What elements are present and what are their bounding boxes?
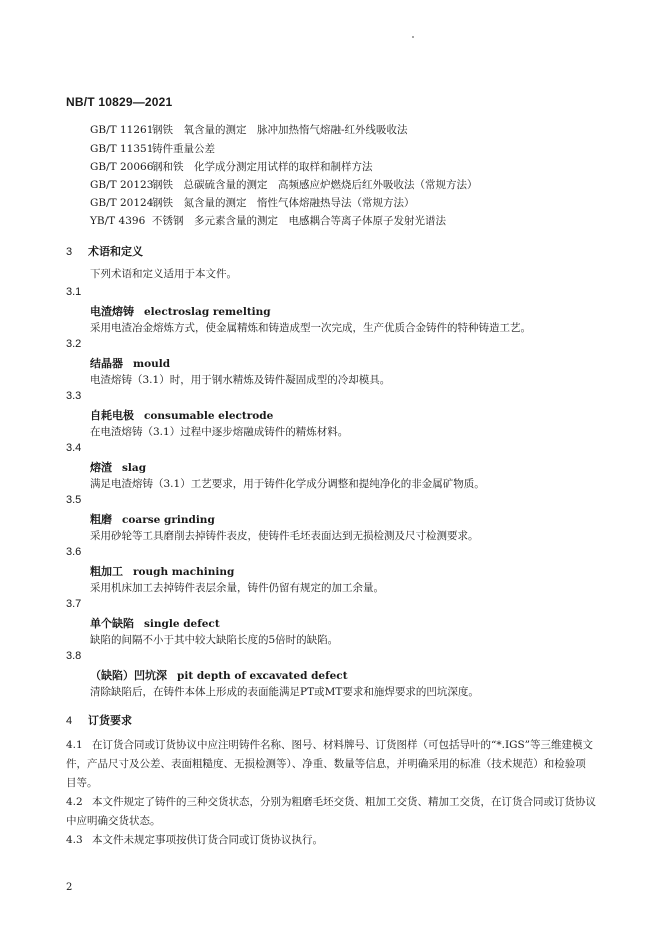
reference-title: 钢和铁 化学成分测定用试样的取样和制样方法 [152,161,373,173]
term-number: 3.1 [66,286,82,298]
clause-number: 4.3 [66,834,83,846]
clause-text: 在订货合同或订货协议中应注明铸件名称、图号、材料牌号、订货图样（可包括导叶的“*.IGS”等三维建模文件，产品尺寸及公差、表面粗糙度、无损检测等）、净重、数量等信息，并明确采用的标准（技术规范）和检验项目等。 [66,739,594,789]
term-en: coarse grinding [122,514,215,526]
term-definition: 缺陷的间隔不小于其中较大缺陷长度的5倍时的缺陷。 [90,634,339,646]
term-definition: 采用电渣冶金熔炼方式，使金属精炼和铸造成型一次完成，生产优质合金铸件的特种铸造工艺。 [90,322,531,334]
term-definition: 在电渣熔铸（3.1）过程中逐步熔融成铸件的精炼材料。 [90,426,349,438]
term-heading [90,407,273,423]
clause-4-2 [66,793,596,831]
reference-title: 铸件重量公差 [152,143,215,155]
term-number: 3.4 [66,442,82,454]
clause-number: 4.2 [66,796,83,808]
clause-text: 本文件规定了铸件的三种交货状态，分别为粗磨毛坯交货、粗加工交货、精加工交货，在订货合同或订货协议中应明确交货状态。 [66,796,596,827]
doc-code-header: NB/T 10829—2021 [66,95,173,109]
reference-title: 不锈钢 多元素含量的测定 电感耦合等离子体原子发射光谱法 [152,215,446,227]
term-heading [90,667,348,683]
term-en: mould [133,358,171,370]
term-definition: 满足电渣熔铸（3.1）工艺要求，用于铸件化学成分调整和提纯净化的非金属矿物质。 [90,478,485,490]
term-zh: 粗磨 [90,513,112,526]
section-title: 订货要求 [88,715,132,727]
term-heading [90,459,146,475]
reference-title: 钢铁 氧含量的测定 脉冲加热惰气熔融-红外线吸收法 [152,124,408,136]
clause-number: 4.1 [66,739,83,751]
term-en: single defect [144,618,220,630]
term-zh: 电渣熔铸 [90,305,134,318]
term-en: consumable electrode [144,410,274,422]
term-zh: （缺陷）凹坑深 [90,669,167,682]
reference-code: GB/T 20066 [90,161,154,173]
term-number: 3.6 [66,546,82,558]
term-zh: 自耗电极 [90,409,134,422]
term-zh: 粗加工 [90,565,123,578]
clause-text: 本文件未规定事项按供订货合同或订货协议执行。 [92,834,323,846]
term-number: 3.7 [66,598,82,610]
term-en: electroslag remelting [144,306,271,318]
term-zh: 熔渣 [90,461,112,474]
reference-code: GB/T 11351 [90,143,154,155]
term-en: pit depth of excavated defect [177,670,348,682]
term-number: 3.2 [66,338,82,350]
term-en: rough machining [133,566,235,578]
section-number: 3 [66,246,73,258]
term-zh: 结晶器 [90,357,123,370]
term-number: 3.5 [66,494,82,506]
clause-4-3 [66,831,596,850]
reference-title: 钢铁 氮含量的测定 惰性气体熔融热导法（常规方法） [152,197,415,209]
term-heading [90,615,220,631]
term-zh: 单个缺陷 [90,617,134,630]
reference-title: 钢铁 总碳硫含量的测定 高频感应炉燃烧后红外吸收法（常规方法） [152,179,478,191]
reference-code: GB/T 11261 [90,124,154,136]
clause-4-1 [66,736,596,793]
section-number: 4 [66,715,73,727]
section-title: 术语和定义 [88,246,143,258]
section-3-heading [66,243,143,259]
term-number: 3.3 [66,390,82,402]
term-heading [90,303,271,319]
reference-code: GB/T 20124 [90,197,154,209]
scan-dot [412,36,414,38]
term-heading [90,563,234,579]
term-number: 3.8 [66,650,82,662]
term-en: slag [122,462,147,474]
term-heading [90,511,215,527]
page-number: 2 [66,882,73,893]
reference-code: GB/T 20123 [90,179,154,191]
term-definition: 电渣熔铸（3.1）时，用于钢水精炼及铸件凝固成型的冷却模具。 [90,374,391,386]
reference-code: YB/T 4396 [90,215,146,227]
term-definition: 采用机床加工去掉铸件表层余量，铸件仍留有规定的加工余量。 [90,582,384,594]
term-definition: 清除缺陷后，在铸件本体上形成的表面能满足PT或MT要求和施焊要求的凹坑深度。 [90,686,479,698]
section-3-intro: 下列术语和定义适用于本文件。 [90,268,237,280]
section-4-heading [66,712,132,728]
term-definition: 采用砂轮等工具磨削去掉铸件表皮，使铸件毛坯表面达到无损检测及尺寸检测要求。 [90,530,479,542]
term-heading [90,355,170,371]
